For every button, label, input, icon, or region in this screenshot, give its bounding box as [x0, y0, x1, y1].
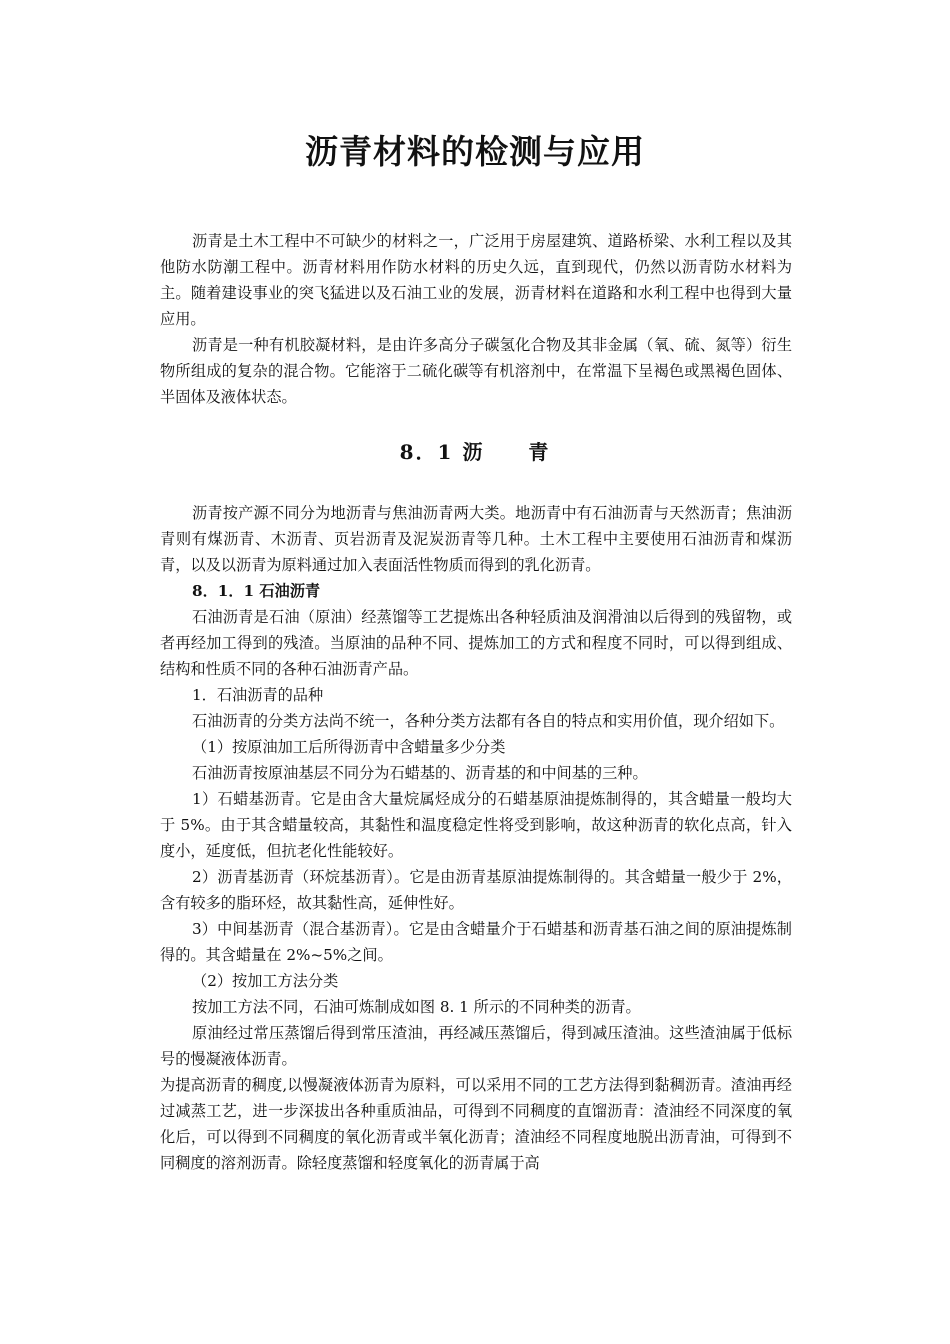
document-title: 沥青材料的检测与应用 [305, 132, 645, 171]
body-paragraph: 石油沥青按原油基层不同分为石蜡基的、沥青基的和中间基的三种。 [192, 764, 648, 782]
list-item: 2）沥青基沥青（环烷基沥青）。它是由沥青基原油提炼制得的。其含蜡量一般少于 2%，含有较多的脂环烃，故其黏性高，延伸性好。 [160, 868, 792, 912]
intro-block [160, 228, 792, 410]
list-heading: 1．石油沥青的品种 [192, 686, 324, 704]
body-paragraph: 为提高沥青的稠度,以慢凝液体沥青为原料，可以采用不同的工艺方法得到黏稠沥青。渣油再经过减蒸工艺，进一步深拔出各种重质油品，可得到不同稠度的直馏沥青：渣油经不同深度的氧化后，可以得到不同稠度的氧化沥青或半氧化沥青；渣油经不同程度地脱出沥青油，可得到不同稠度的溶剂沥青。除轻度蒸馏和轻度氧化的沥青属于高 [160, 1076, 792, 1172]
section-heading: 8．1 沥 青 [399, 440, 551, 464]
list-subheading: （1）按原油加工后所得沥青中含蜡量多少分类 [192, 738, 506, 756]
body-paragraph: 原油经过常压蒸馏后得到常压渣油，再经减压蒸馏后，得到减压渣油。这些渣油属于低标号的慢凝液体沥青。 [160, 1024, 792, 1068]
intro-paragraph: 沥青是土木工程中不可缺少的材料之一，广泛用于房屋建筑、道路桥梁、水利工程以及其他防水防潮工程中。沥青材料用作防水材料的历史久远，直到现代，仍然以沥青防水材料为主。随着建设事业的突飞猛进以及石油工业的发展，沥青材料在道路和水利工程中也得到大量应用。 [160, 232, 792, 328]
list-subheading: （2）按加工方法分类 [192, 972, 339, 990]
body-paragraph: 按加工方法不同，石油可炼制成如图 8. 1 所示的不同种类的沥青。 [192, 998, 641, 1016]
body-paragraph: 石油沥青的分类方法尚不统一，各种分类方法都有各自的特点和实用价值，现介绍如下。 [192, 712, 785, 730]
list-item: 3）中间基沥青（混合基沥青）。它是由含蜡量介于石蜡基和沥青基石油之间的原油提炼制得的。其含蜡量在 2%~5%之间。 [160, 920, 792, 964]
list-item: 1）石蜡基沥青。它是由含大量烷属烃成分的石蜡基原油提炼制得的，其含蜡量一般均大于 5%。由于其含蜡量较高，其黏性和温度稳定性将受到影响，故这种沥青的软化点高，针入度小，延度低，但抗老化性能较好。 [160, 790, 792, 860]
body-paragraph: 石油沥青是石油（原油）经蒸馏等工艺提炼出各种轻质油及润滑油以后得到的残留物，或者再经加工得到的残渣。当原油的品种不同、提炼加工的方式和程度不同时，可以得到组成、结构和性质不同的各种石油沥青产品。 [160, 608, 792, 678]
subsection-heading: 8．1．1 石油沥青 [192, 582, 321, 600]
intro-paragraph: 沥青是一种有机胶凝材料，是由许多高分子碳氢化合物及其非金属（氧、硫、氮等）衍生物所组成的复杂的混合物。它能溶于二硫化碳等有机溶剂中，在常温下呈褐色或黑褐色固体、半固体及液体状态。 [160, 336, 792, 406]
body-block [160, 500, 792, 1176]
body-paragraph: 沥青按产源不同分为地沥青与焦油沥青两大类。地沥青中有石油沥青与天然沥青；焦油沥青则有煤沥青、木沥青、页岩沥青及泥炭沥青等几种。土木工程中主要使用石油沥青和煤沥青，以及以沥青为原料通过加入表面活性物质而得到的乳化沥青。 [160, 504, 792, 574]
